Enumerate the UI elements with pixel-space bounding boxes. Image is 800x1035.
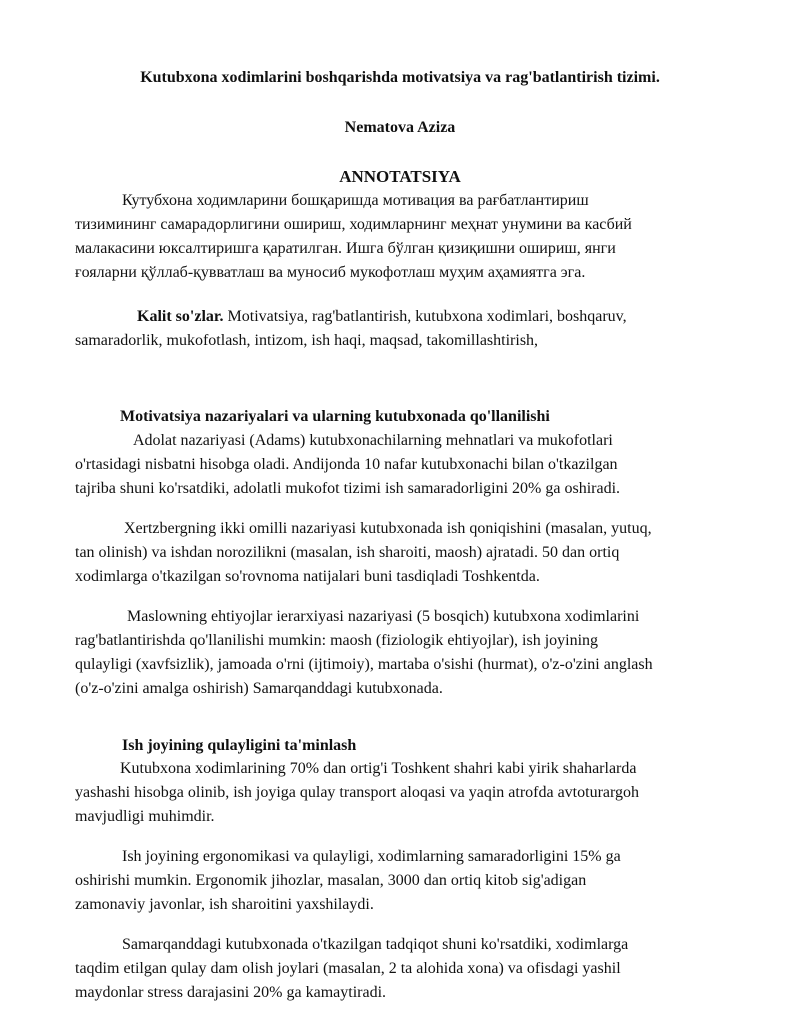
s1-p1-line-1: Adolat nazariyasi (Adams) kutubxonachilarning mehnatlari va mukofotlari [133, 432, 613, 449]
keywords-text-1: Motivatsiya, rag'batlantirish, kutubxona xodimlari, boshqaruv, [227, 308, 627, 325]
s1-p1-line-2: o'rtasidagi nisbatni hisobga oladi. Andijonda 10 nafar kutubxonachi bilan o'tkazilgan [75, 456, 618, 473]
annotation-line-4: ғояларни қўллаб-қувватлаш ва муносиб мукофотлаш муҳим аҳамиятга эга. [75, 264, 586, 281]
keywords-label: Kalit so'zlar. [137, 308, 224, 325]
s2-p2-line-2: oshirishi mumkin. Ergonomik jihozlar, masalan, 3000 dan ortiq kitob sig'adigan [75, 872, 587, 889]
section1-heading: Motivatsiya nazariyalari va ularning kutubxonada qo'llanilishi [120, 408, 550, 425]
s2-p1-line-1: Kutubxona xodimlarining 70% dan ortig'i Toshkent shahri kabi yirik shaharlarda [120, 760, 637, 777]
s2-p3-line-2: taqdim etilgan qulay dam olish joylari (masalan, 2 ta alohida xona) va ofisdagi yashil [75, 960, 621, 977]
keywords-line-1 [137, 305, 726, 329]
s1-p2-line-1: Xertzbergning ikki omilli nazariyasi kutubxonada ish qoniqishini (masalan, yutuq, [124, 520, 652, 537]
document-title: Kutubxona xodimlarini boshqarishda motivatsiya va rag'batlantirish tizimi. [140, 69, 660, 86]
annotation-line-3: малакасини юксалтиришга қаратилган. Ишга бўлган қизиқишни ошириш, янги [75, 240, 616, 257]
s1-p3-line-4: (o'z-o'zini amalga oshirish) Samarqanddagi kutubxonada. [75, 680, 443, 697]
s2-p1-line-2: yashashi hisobga olinib, ish joyiga qulay transport aloqasi va yaqin atrofda avtoturargoh [75, 784, 640, 801]
annotation-heading: ANNOTATSIYA [339, 167, 461, 186]
s1-p2-line-2: tan olinish) va ishdan norozilikni (masalan, ish sharoiti, maosh) ajratadi. 50 dan ortiq [75, 544, 620, 561]
s2-p2-line-1: Ish joyining ergonomikasi va qulayligi, xodimlarning samaradorligini 15% ga [122, 848, 621, 865]
s1-p3-line-2: rag'batlantirishda qo'llanilishi mumkin: maosh (fiziologik ehtiyojlar), ish joyining [75, 632, 599, 649]
s1-p2-line-3: xodimlarga o'tkazilgan so'rovnoma natijalari buni tasdiqladi Toshkentda. [75, 568, 540, 585]
s2-p3-line-3: maydonlar stress darajasini 20% ga kamaytiradi. [75, 984, 387, 1001]
s2-p3-line-1: Samarqanddagi kutubxonada o'tkazilgan tadqiqot shuni ko'rsatdiki, xodimlarga [122, 936, 629, 953]
author-name: Nematova Aziza [344, 119, 456, 136]
s1-p3-line-3: qulayligi (xavfsizlik), jamoada o'rni (ijtimoiy), martaba o'sishi (hurmat), o'z-o'zini anglash [75, 656, 653, 673]
keywords-line-2: samaradorlik, mukofotlash, intizom, ish haqi, maqsad, takomillashtirish, [75, 332, 539, 349]
s2-p2-line-3: zamonaviy javonlar, ish sharoitini yaxshilaydi. [75, 896, 374, 913]
s1-p1-line-3: tajriba shuni ko'rsatdiki, adolatli mukofot tizimi ish samaradorligini 20% ga oshiradi. [75, 480, 621, 497]
annotation-line-1: Кутубхона ходимларини бошқаришда мотивация ва рағбатлантириш [122, 192, 589, 209]
annotation-line-2: тизимининг самарадорлигини ошириш, ходимларнинг меҳнат унумини ва касбий [75, 216, 632, 233]
section2-heading: Ish joyining qulayligini ta'minlash [122, 737, 357, 754]
s1-p3-line-1: Maslowning ehtiyojlar ierarxiyasi nazariyasi (5 bosqich) kutubxona xodimlarini [127, 608, 640, 625]
s2-p1-line-3: mavjudligi muhimdir. [75, 808, 215, 825]
